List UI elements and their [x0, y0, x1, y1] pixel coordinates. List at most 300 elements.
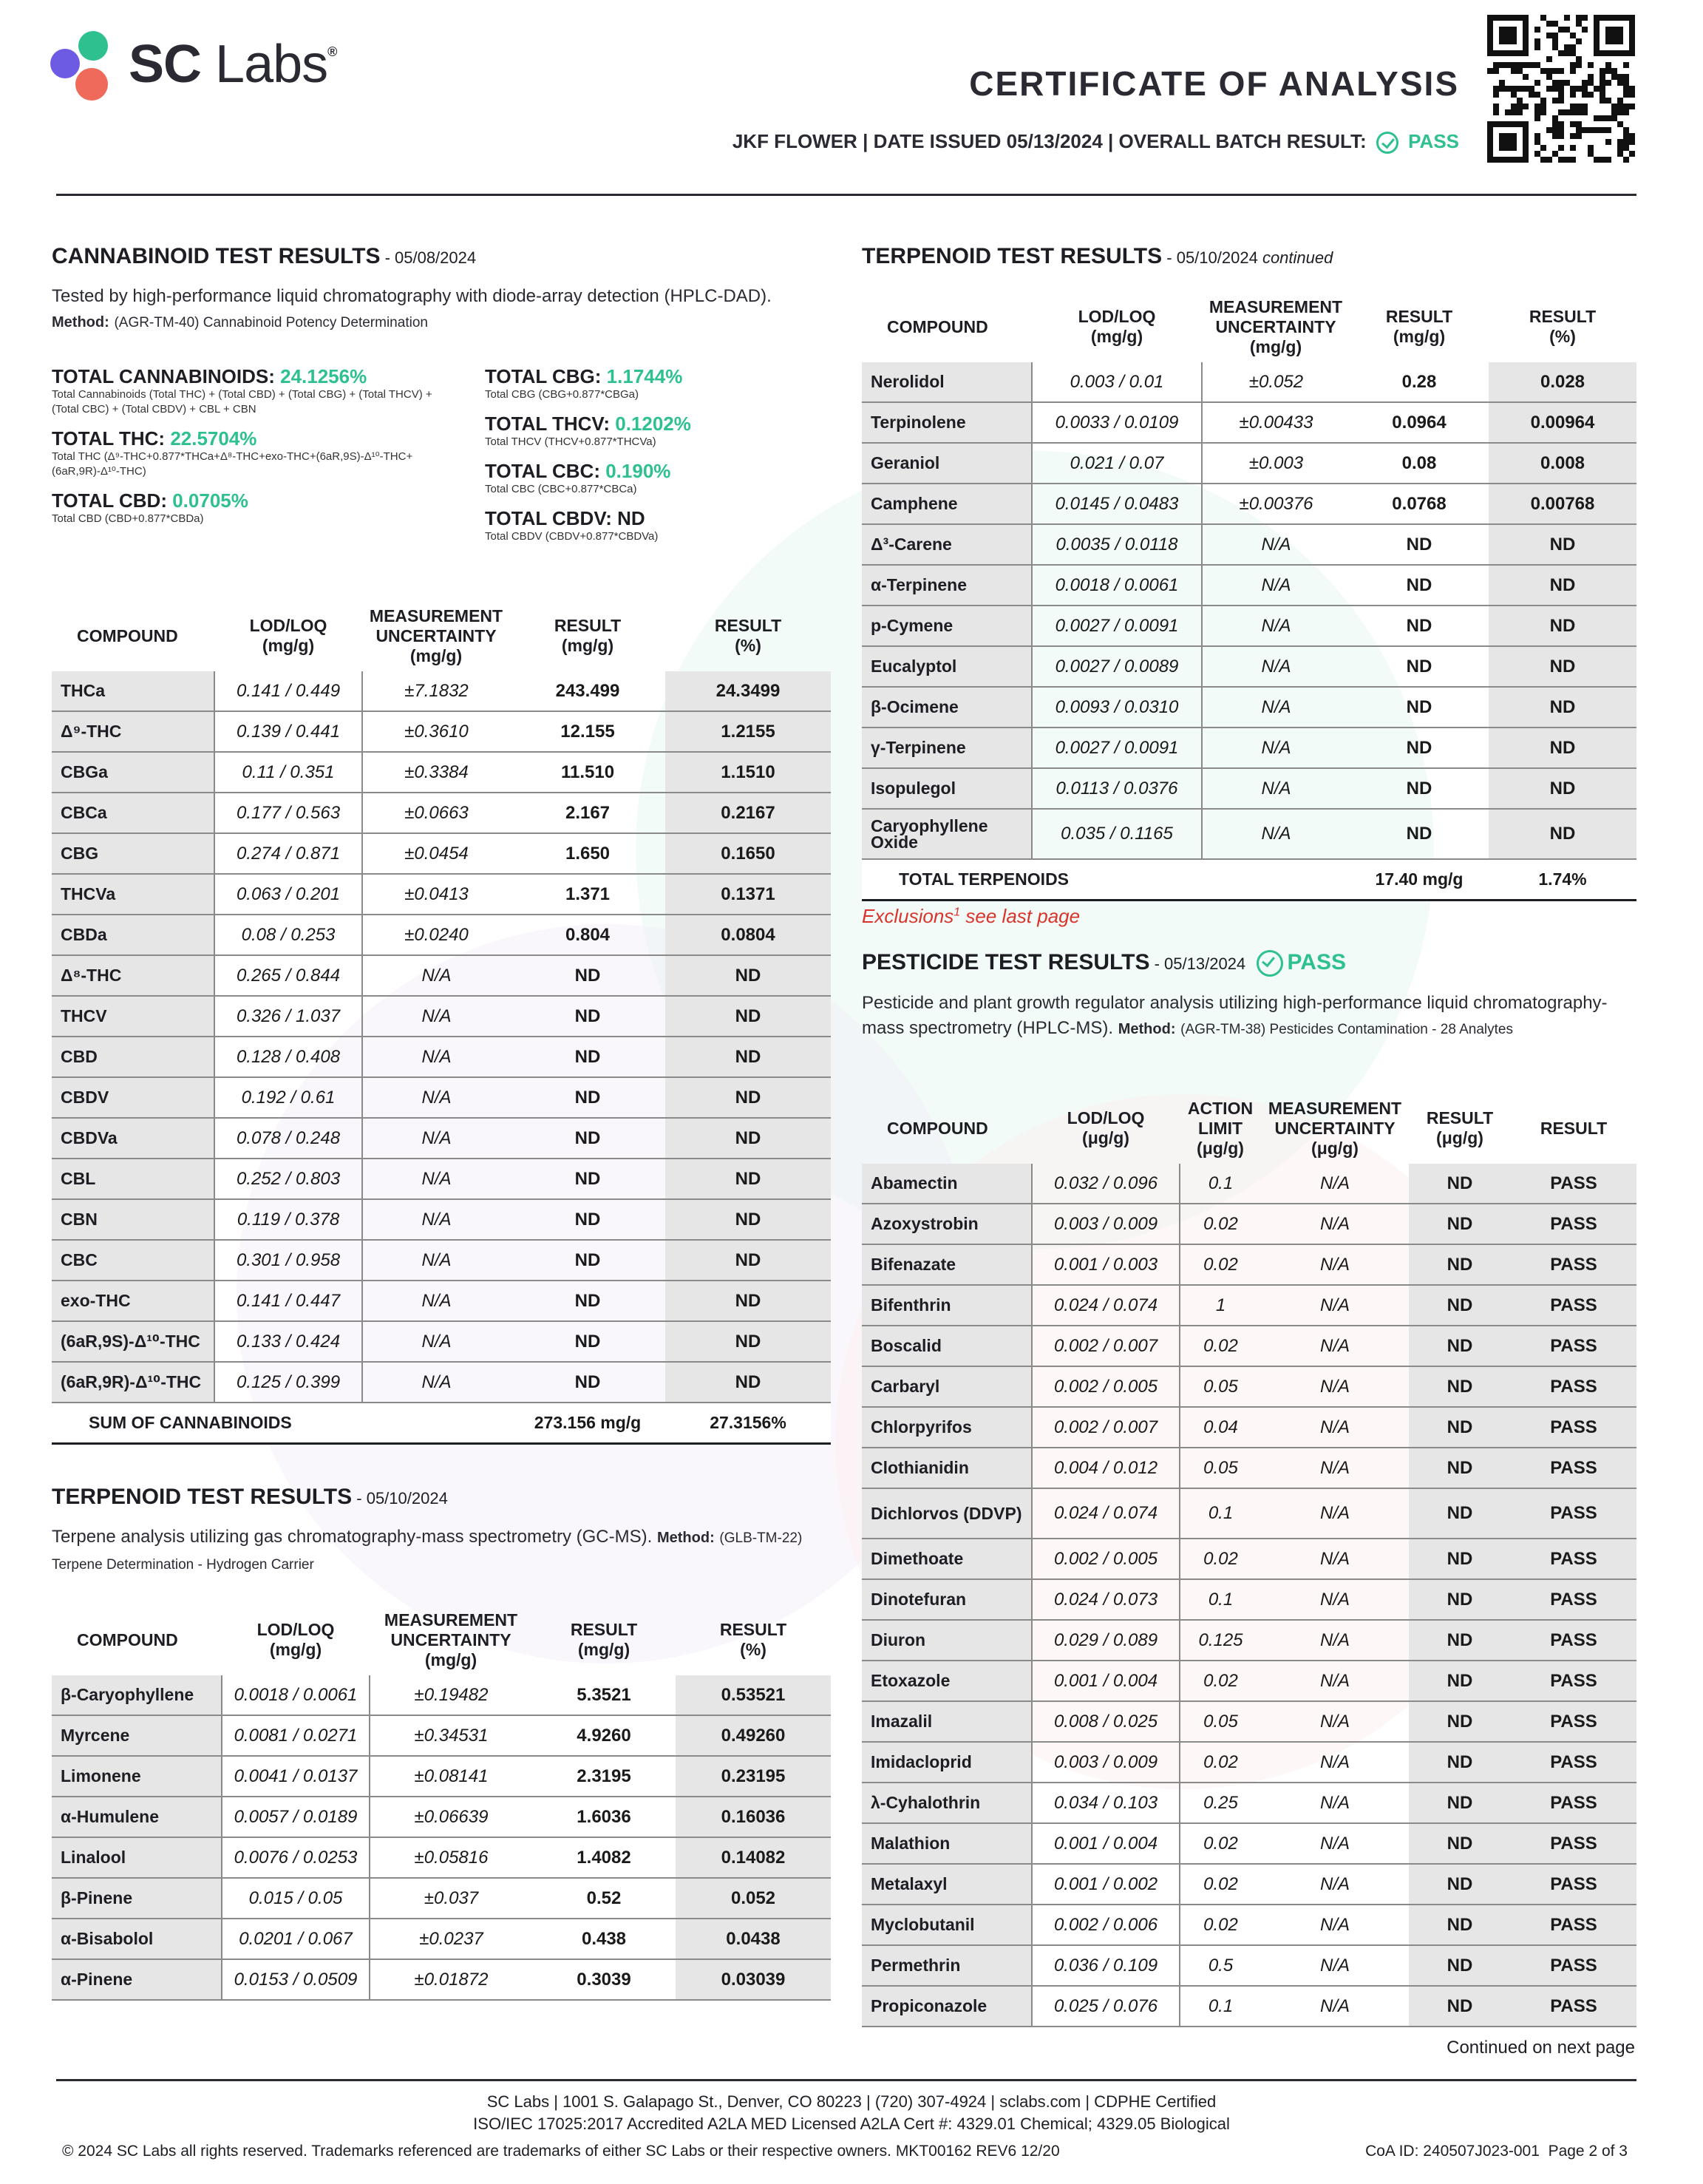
terpenoid-continued-title: [862, 244, 1333, 269]
cannabinoid-method-label: Method:: [52, 314, 109, 330]
cell-value: ±0.0454: [362, 833, 510, 874]
cannabinoid-table: [52, 600, 831, 1445]
cell-value: 0.16036: [676, 1797, 831, 1837]
cell-value: N/A: [1261, 1701, 1409, 1742]
cannabinoid-date: - 05/08/2024: [380, 248, 477, 267]
column-header: RESULT (mg/g): [1385, 307, 1453, 346]
cell-value: 1.4082: [532, 1837, 676, 1878]
column-header: MEASUREMENT UNCERTAINTY (mg/g): [384, 1610, 518, 1669]
cell-value: ND: [1489, 728, 1636, 768]
cell-value: N/A: [1261, 1448, 1409, 1488]
table-row: [52, 955, 831, 996]
table-row: [52, 1878, 831, 1919]
terpenoid-desc-text: Terpene analysis utilizing gas chromatography-mass spectrometry (GC-MS).: [52, 1527, 653, 1547]
cell-value: 0.0018 / 0.0061: [1032, 565, 1202, 606]
cell-value: ND: [1409, 1620, 1511, 1661]
qr-code-icon[interactable]: [1487, 15, 1635, 163]
cell-value: N/A: [362, 1240, 510, 1281]
cell-value: 0.133 / 0.424: [214, 1321, 362, 1362]
sum-mg: 17.40 mg/g: [1350, 859, 1489, 901]
cell-value: ND: [1409, 1204, 1511, 1244]
cell-value: ND: [510, 1037, 665, 1077]
continued-label: continued: [1262, 248, 1333, 267]
cell-value: 0.1: [1180, 1986, 1261, 2027]
terpenoid-title-text: TERPENOID TEST RESULTS: [52, 1485, 353, 1509]
total-block: [52, 427, 436, 479]
compound-name: Linalool: [52, 1837, 222, 1878]
sum-row: [52, 1403, 831, 1444]
total-formula: Total THC (Δ⁹-THC+0.877*THCa+Δ⁸-THC+exo-THC+(6aR,9S)-Δ¹⁰-THC+(6aR,9R)-Δ¹⁰-THC): [52, 450, 413, 478]
table-row: [52, 1959, 831, 2000]
compound-name: Caryophyllene Oxide: [862, 809, 1032, 859]
cell-value: 0.003 / 0.01: [1032, 362, 1202, 402]
total-block: [485, 460, 840, 497]
cell-value: N/A: [1261, 1285, 1409, 1326]
pesticide-desc-text: Pesticide and plant growth regulator analysis utilizing high-performance liquid chromatography-mass spectrometry (HPLC-MS).: [862, 993, 1608, 1038]
table-row: [52, 833, 831, 874]
cell-value: 1.2155: [665, 711, 831, 752]
cell-value: ND: [1350, 809, 1489, 859]
table-row: [862, 443, 1636, 484]
cell-value: 0.029 / 0.089: [1032, 1620, 1180, 1661]
cell-value: ND: [1489, 687, 1636, 728]
cell-value: 0.05: [1180, 1701, 1261, 1742]
terpenoid-continued-date-text: - 05/10/2024: [1162, 248, 1262, 267]
cell-value: 0.438: [532, 1919, 676, 1959]
cell-value: PASS: [1511, 1823, 1636, 1864]
cell-value: 5.3521: [532, 1675, 676, 1715]
cell-value: ND: [665, 1077, 831, 1118]
compound-name: α-Terpinene: [862, 565, 1032, 606]
cell-value: N/A: [1202, 687, 1350, 728]
cell-value: 0.252 / 0.803: [214, 1159, 362, 1199]
compound-name: Limonene: [52, 1756, 222, 1797]
table-row: [862, 1783, 1636, 1823]
cannabinoid-method: (AGR-TM-40) Cannabinoid Potency Determination: [114, 315, 428, 330]
cell-value: PASS: [1511, 1864, 1636, 1905]
total-value: ND: [617, 507, 645, 529]
check-circle-icon: [1257, 950, 1283, 977]
cell-value: N/A: [362, 1362, 510, 1403]
cell-value: PASS: [1511, 1407, 1636, 1448]
cell-value: ND: [1350, 687, 1489, 728]
cell-value: 0.003 / 0.009: [1032, 1204, 1180, 1244]
table-row: [862, 1326, 1636, 1366]
total-formula: Total CBDV (CBDV+0.877*CBDVa): [485, 530, 659, 543]
cell-value: ±0.0663: [362, 793, 510, 833]
table-row: [862, 1164, 1636, 1204]
cell-value: 0.14082: [676, 1837, 831, 1878]
table-row: [52, 1756, 831, 1797]
compound-name: Dichlorvos (DDVP): [862, 1488, 1032, 1539]
cell-value: 0.00964: [1489, 402, 1636, 443]
cannabinoid-totals-right: [485, 365, 840, 555]
total-block: [485, 507, 840, 544]
cell-value: 0.265 / 0.844: [214, 955, 362, 996]
cell-value: 0.49260: [676, 1715, 831, 1756]
cell-value: PASS: [1511, 1701, 1636, 1742]
cell-value: ND: [1409, 1244, 1511, 1285]
cell-value: 0.119 / 0.378: [214, 1199, 362, 1240]
cell-value: PASS: [1511, 1164, 1636, 1204]
terpenoid-date: - 05/10/2024: [352, 1489, 448, 1508]
compound-name: CBG: [52, 833, 214, 874]
sum-label: TOTAL TERPENOIDS: [862, 859, 1350, 901]
cell-value: ND: [1350, 768, 1489, 809]
logo-mark-icon: [47, 27, 118, 108]
compound-name: CBD: [52, 1037, 214, 1077]
header-divider: [56, 194, 1636, 196]
cell-value: N/A: [1261, 1579, 1409, 1620]
cell-value: 4.9260: [532, 1715, 676, 1756]
cell-value: PASS: [1511, 1366, 1636, 1407]
cannabinoid-title-text: CANNABINOID TEST RESULTS: [52, 244, 381, 268]
cell-value: N/A: [1202, 646, 1350, 687]
cell-value: 1: [1180, 1285, 1261, 1326]
column-header: COMPOUND: [887, 1118, 988, 1138]
cell-value: ND: [665, 1321, 831, 1362]
column-header: RESULT (mg/g): [570, 1620, 638, 1659]
cell-value: 0.036 / 0.109: [1032, 1945, 1180, 1986]
cell-value: 1.6036: [532, 1797, 676, 1837]
pesticide-result: PASS: [1287, 950, 1346, 974]
table-row: [52, 1675, 831, 1715]
cell-value: 0.52: [532, 1878, 676, 1919]
cell-value: ±0.06639: [370, 1797, 532, 1837]
cell-value: N/A: [1261, 1986, 1409, 2027]
total-value: 0.0705%: [172, 489, 248, 512]
terpenoid-description: [52, 1525, 820, 1578]
cell-value: ND: [1409, 1742, 1511, 1783]
pesticide-title-text: PESTICIDE TEST RESULTS: [862, 950, 1150, 974]
cell-value: N/A: [1202, 768, 1350, 809]
column-header: ACTION LIMIT (μg/g): [1187, 1098, 1254, 1158]
cell-value: PASS: [1511, 1661, 1636, 1701]
cell-value: ND: [510, 1118, 665, 1159]
compound-name: α-Bisabolol: [52, 1919, 222, 1959]
compound-name: Imazalil: [862, 1701, 1032, 1742]
sum-pct: 1.74%: [1489, 859, 1636, 901]
sum-row: [862, 859, 1636, 901]
table-row: [862, 1823, 1636, 1864]
total-value: 1.1744%: [606, 365, 683, 387]
cell-value: 0.0057 / 0.0189: [222, 1797, 370, 1837]
compound-name: THCa: [52, 671, 214, 711]
cell-value: ND: [1409, 1326, 1511, 1366]
table-row: [862, 484, 1636, 524]
cell-value: PASS: [1511, 1285, 1636, 1326]
table-row: [52, 1281, 831, 1321]
total-label: TOTAL CANNABINOIDS:: [52, 365, 281, 387]
cell-value: 0.024 / 0.073: [1032, 1579, 1180, 1620]
cell-value: 0.53521: [676, 1675, 831, 1715]
cell-value: N/A: [1261, 1204, 1409, 1244]
cell-value: ND: [510, 1077, 665, 1118]
cell-value: 2.167: [510, 793, 665, 833]
compound-name: Bifenazate: [862, 1244, 1032, 1285]
cell-value: 0.08 / 0.253: [214, 915, 362, 955]
total-label: TOTAL CBD:: [52, 489, 173, 512]
column-header: COMPOUND: [887, 316, 988, 336]
total-value: 0.1202%: [615, 413, 691, 435]
cell-value: ±0.34531: [370, 1715, 532, 1756]
cell-value: 0.11 / 0.351: [214, 752, 362, 793]
table-row: [52, 793, 831, 833]
compound-name: β-Pinene: [52, 1878, 222, 1919]
column-header: RESULT (μg/g): [1426, 1108, 1494, 1147]
compound-name: Terpinolene: [862, 402, 1032, 443]
cell-value: 0.002 / 0.005: [1032, 1539, 1180, 1579]
cell-value: ND: [1409, 1285, 1511, 1326]
cell-value: ND: [1409, 1488, 1511, 1539]
total-label: TOTAL THCV:: [485, 413, 616, 435]
cell-value: 0.024 / 0.074: [1032, 1488, 1180, 1539]
cell-value: 0.0076 / 0.0253: [222, 1837, 370, 1878]
cell-value: ±0.0240: [362, 915, 510, 955]
compound-name: (6aR,9S)-Δ¹⁰-THC: [52, 1321, 214, 1362]
footer-divider: [56, 2079, 1636, 2081]
cell-value: 0.025 / 0.076: [1032, 1986, 1180, 2027]
table-row: [52, 1797, 831, 1837]
cell-value: N/A: [362, 955, 510, 996]
cell-value: ±0.0237: [370, 1919, 532, 1959]
cell-value: ND: [510, 1281, 665, 1321]
compound-name: Diuron: [862, 1620, 1032, 1661]
cell-value: 0.301 / 0.958: [214, 1240, 362, 1281]
cell-value: N/A: [1261, 1620, 1409, 1661]
table-row: [862, 809, 1636, 859]
total-label: TOTAL CBDV:: [485, 507, 618, 529]
total-label: TOTAL CBG:: [485, 365, 607, 387]
compound-name: Δ⁹-THC: [52, 711, 214, 752]
compound-name: Malathion: [862, 1823, 1032, 1864]
cell-value: ND: [510, 955, 665, 996]
table-row: [862, 1407, 1636, 1448]
terpenoid-table: [52, 1604, 831, 2001]
cell-value: PASS: [1511, 1945, 1636, 1986]
cell-value: N/A: [1261, 1823, 1409, 1864]
table-row: [52, 1362, 831, 1403]
table-row: [862, 768, 1636, 809]
compound-name: Δ⁸-THC: [52, 955, 214, 996]
column-header: LOD/LOQ (μg/g): [1067, 1108, 1145, 1147]
cell-value: ND: [665, 1240, 831, 1281]
cannabinoid-description: [52, 284, 791, 336]
cell-value: N/A: [1261, 1244, 1409, 1285]
cell-value: 0.035 / 0.1165: [1032, 809, 1202, 859]
compound-name: α-Humulene: [52, 1797, 222, 1837]
compound-name: Myrcene: [52, 1715, 222, 1756]
continued-note: Continued on next page: [1447, 2038, 1635, 2058]
cell-value: 0.0033 / 0.0109: [1032, 402, 1202, 443]
cell-value: 1.650: [510, 833, 665, 874]
cell-value: 0.25: [1180, 1783, 1261, 1823]
cell-value: 0.034 / 0.103: [1032, 1783, 1180, 1823]
cell-value: 0.04: [1180, 1407, 1261, 1448]
column-header: RESULT: [1540, 1118, 1608, 1138]
column-header: MEASUREMENT UNCERTAINTY (mg/g): [369, 606, 503, 665]
cell-value: N/A: [1261, 1905, 1409, 1945]
cell-value: N/A: [1261, 1661, 1409, 1701]
total-formula: Total CBG (CBG+0.877*CBGa): [485, 388, 639, 401]
cell-value: ND: [510, 1362, 665, 1403]
compound-name: λ-Cyhalothrin: [862, 1783, 1032, 1823]
cell-value: N/A: [362, 996, 510, 1037]
column-header: COMPOUND: [77, 1629, 178, 1649]
cell-value: 0.052: [676, 1878, 831, 1919]
cell-value: 0.0027 / 0.0091: [1032, 606, 1202, 646]
cell-value: 0.02: [1180, 1742, 1261, 1783]
table-row: [862, 687, 1636, 728]
cell-value: ND: [1489, 565, 1636, 606]
table-row: [862, 728, 1636, 768]
check-circle-icon: [1376, 132, 1398, 154]
cell-value: 0.002 / 0.007: [1032, 1407, 1180, 1448]
cell-value: 0.0027 / 0.0091: [1032, 728, 1202, 768]
table-row: [862, 1945, 1636, 1986]
cell-value: 0.1371: [665, 874, 831, 915]
terpenoid-continued-title-text: TERPENOID TEST RESULTS: [862, 244, 1163, 268]
compound-name: Dimethoate: [862, 1539, 1032, 1579]
column-header: COMPOUND: [77, 625, 178, 645]
cell-value: N/A: [362, 1118, 510, 1159]
cell-value: ±0.052: [1202, 362, 1350, 402]
column-header: MEASUREMENT UNCERTAINTY (μg/g): [1268, 1098, 1402, 1158]
cell-value: ±0.05816: [370, 1837, 532, 1878]
compound-name: Camphene: [862, 484, 1032, 524]
cell-value: 0.02: [1180, 1539, 1261, 1579]
compound-name: Δ³-Carene: [862, 524, 1032, 565]
compound-name: Isopulegol: [862, 768, 1032, 809]
cell-value: 0.125: [1180, 1620, 1261, 1661]
total-block: [485, 413, 840, 450]
cannabinoid-section-title: [52, 244, 476, 269]
cell-value: 0.5: [1180, 1945, 1261, 1986]
cell-value: 0.001 / 0.004: [1032, 1823, 1180, 1864]
sc-labs-logo: [47, 27, 358, 108]
total-block: [485, 365, 840, 402]
cannabinoid-totals-left: [52, 365, 436, 537]
table-row: [52, 996, 831, 1037]
compound-name: Myclobutanil: [862, 1905, 1032, 1945]
cell-value: PASS: [1511, 1986, 1636, 2027]
cell-value: 2.3195: [532, 1756, 676, 1797]
batch-result-value: PASS: [1408, 130, 1459, 152]
pesticide-description: [862, 991, 1623, 1042]
cell-value: N/A: [362, 1037, 510, 1077]
cell-value: 0.004 / 0.012: [1032, 1448, 1180, 1488]
column-header: LOD/LOQ (mg/g): [249, 616, 327, 655]
cell-value: 0.02: [1180, 1864, 1261, 1905]
compound-name: Eucalyptol: [862, 646, 1032, 687]
total-value: 24.1256%: [280, 365, 367, 387]
table-row: [862, 606, 1636, 646]
cell-value: 0.2167: [665, 793, 831, 833]
cell-value: ND: [510, 1159, 665, 1199]
cell-value: 0.008 / 0.025: [1032, 1701, 1180, 1742]
table-row: [52, 1159, 831, 1199]
cell-value: ND: [1409, 1661, 1511, 1701]
table-row: [862, 1661, 1636, 1701]
cell-value: 0.141 / 0.449: [214, 671, 362, 711]
cell-value: ND: [1409, 1579, 1511, 1620]
compound-name: CBL: [52, 1159, 214, 1199]
footer-line1: SC Labs | 1001 S. Galapago St., Denver, CO 80223 | (720) 307-4924 | sclabs.com | CDPHE Certified: [486, 2092, 1217, 2111]
cell-value: ND: [1409, 1986, 1511, 2027]
cell-value: 0.0438: [676, 1919, 831, 1959]
cell-value: 0.0041 / 0.0137: [222, 1756, 370, 1797]
cell-value: ND: [1409, 1366, 1511, 1407]
compound-name: (6aR,9R)-Δ¹⁰-THC: [52, 1362, 214, 1403]
cell-value: ND: [665, 955, 831, 996]
cell-value: 0.192 / 0.61: [214, 1077, 362, 1118]
cell-value: 0.03039: [676, 1959, 831, 2000]
table-row: [52, 1715, 831, 1756]
cell-value: ND: [665, 1199, 831, 1240]
product-name: JKF FLOWER: [732, 130, 857, 152]
table-row: [52, 1118, 831, 1159]
total-formula: Total Cannabinoids (Total THC) + (Total CBD) + (Total CBG) + (Total THCV) + (Total CBC) + (Total CBDV) + CBL + CBN: [52, 388, 432, 416]
column-header: RESULT (%): [719, 1620, 787, 1659]
pesticide-table: [862, 1093, 1636, 2027]
cell-value: N/A: [1261, 1366, 1409, 1407]
cell-value: 0.028: [1489, 362, 1636, 402]
exclusions-note[interactable]: [862, 905, 1080, 928]
footer-line2: ISO/IEC 17025:2017 Accredited A2LA MED Licensed A2LA Cert #: 4329.01 Chemical; 4329.05 Biological: [473, 2115, 1230, 2133]
cell-value: ND: [665, 1118, 831, 1159]
cell-value: N/A: [1261, 1783, 1409, 1823]
cell-value: ND: [510, 1240, 665, 1281]
cannabinoid-desc-text: Tested by high-performance liquid chromatography with diode-array detection (HPLC-DAD).: [52, 286, 772, 306]
total-formula: Total CBC (CBC+0.877*CBCa): [485, 483, 637, 495]
cell-value: 0.326 / 1.037: [214, 996, 362, 1037]
table-row: [862, 524, 1636, 565]
compound-name: Propiconazole: [862, 1986, 1032, 2027]
cell-value: 0.05: [1180, 1448, 1261, 1488]
cell-value: PASS: [1511, 1244, 1636, 1285]
table-row: [52, 915, 831, 955]
table-row: [52, 671, 831, 711]
compound-name: CBC: [52, 1240, 214, 1281]
cell-value: 0.001 / 0.003: [1032, 1244, 1180, 1285]
compound-name: Permethrin: [862, 1945, 1032, 1986]
table-row: [862, 1366, 1636, 1407]
table-row: [862, 1905, 1636, 1945]
header-subline: JKF FLOWER | DATE ISSUED 05/13/2024 | OVERALL BATCH RESULT: PASS: [732, 130, 1459, 154]
cell-value: ±0.3610: [362, 711, 510, 752]
cell-value: PASS: [1511, 1579, 1636, 1620]
terpenoid-method-label: Method:: [656, 1530, 715, 1546]
cell-value: ND: [1409, 1783, 1511, 1823]
table-row: [52, 1919, 831, 1959]
cell-value: 0.0201 / 0.067: [222, 1919, 370, 1959]
table-row: [862, 1488, 1636, 1539]
cell-value: 0.08: [1350, 443, 1489, 484]
footer-address: [0, 2091, 1703, 2135]
compound-name: exo-THC: [52, 1281, 214, 1321]
compound-name: CBGa: [52, 752, 214, 793]
cell-value: N/A: [1261, 1539, 1409, 1579]
cell-value: ±0.01872: [370, 1959, 532, 2000]
cell-value: 0.1650: [665, 833, 831, 874]
cell-value: N/A: [1261, 1164, 1409, 1204]
cell-value: 0.804: [510, 915, 665, 955]
compound-name: p-Cymene: [862, 606, 1032, 646]
cell-value: 0.008: [1489, 443, 1636, 484]
column-header: LOD/LOQ (mg/g): [1078, 307, 1156, 346]
cell-value: N/A: [1261, 1945, 1409, 1986]
cell-value: 0.001 / 0.002: [1032, 1864, 1180, 1905]
